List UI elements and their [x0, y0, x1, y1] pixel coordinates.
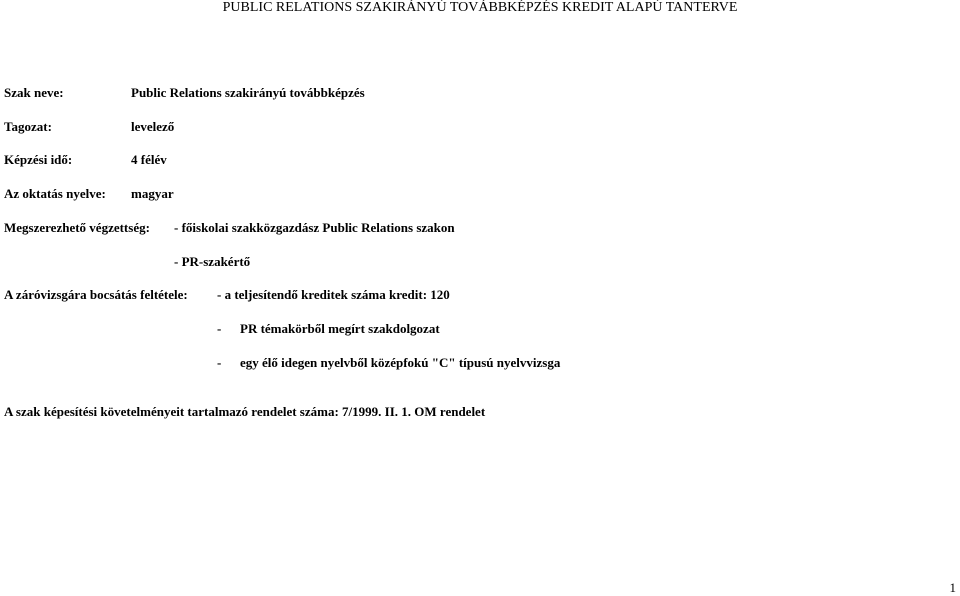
- page-number: 1: [949, 580, 956, 595]
- exam-condition-language-exam: egy élő idegen nyelvből középfokú "C" típusú nyelvvizsga: [240, 355, 561, 370]
- qualification-item-pr-expert: - PR-szakértő: [174, 254, 251, 269]
- qualification-item-economist: - főiskolai szakközgazdász Public Relations szakon: [174, 220, 455, 235]
- qualification-label: Megszerezhető végzettség:: [4, 220, 150, 235]
- exam-condition-dash: -: [217, 321, 222, 336]
- exam-condition-dash: -: [217, 355, 222, 370]
- field-label-program-name: Szak neve:: [4, 85, 64, 100]
- field-value-language: magyar: [131, 186, 174, 201]
- exam-condition-credits: - a teljesítendő kreditek száma kredit: 120: [217, 287, 450, 302]
- field-label-duration: Képzési idő:: [4, 152, 73, 167]
- field-value-duration: 4 félév: [131, 152, 167, 167]
- field-label-language: Az oktatás nyelve:: [4, 186, 106, 201]
- decree-text: A szak képesítési követelményeit tartalmazó rendelet száma: 7/1999. II. 1. OM rendelet: [4, 404, 486, 419]
- document-title: PUBLIC RELATIONS SZAKIRÁNYÚ TOVÁBBKÉPZÉS KREDIT ALAPÚ TANTERVE: [222, 0, 738, 15]
- field-value-study-mode: levelező: [131, 119, 175, 134]
- exam-conditions-label: A záróvizsgára bocsátás feltétele:: [4, 287, 188, 302]
- exam-condition-thesis: PR témakörből megírt szakdolgozat: [240, 321, 440, 336]
- field-value-program-name: Public Relations szakirányú továbbképzés: [131, 85, 365, 100]
- field-label-study-mode: Tagozat:: [4, 119, 52, 134]
